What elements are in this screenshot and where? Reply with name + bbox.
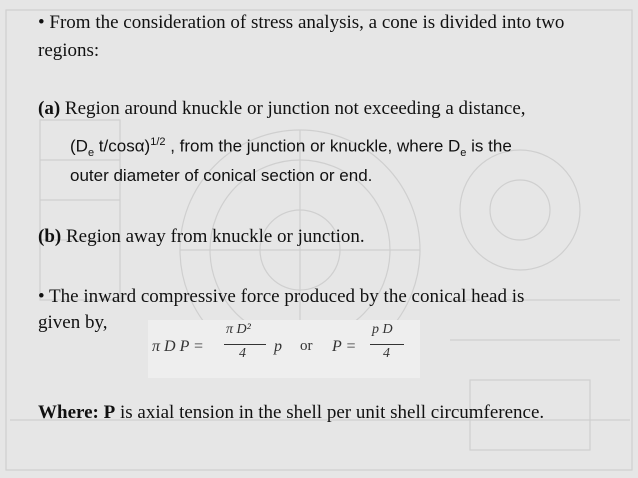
bullet-1-line-1: • From the consideration of stress analysis, a cone is divided into two <box>38 12 565 33</box>
item-a-subscript: e <box>87 147 95 160</box>
where-text: is axial tension in the shell per unit shell circumference. <box>115 402 545 423</box>
bullet-2-line-1: • The inward compressive force produced by the conical head is <box>38 286 525 307</box>
item-b-text: Region away from knuckle or junction. <box>61 226 365 247</box>
item-a-formula-pre: (D <box>70 136 88 156</box>
formula-lhs-2: P = <box>332 338 357 355</box>
formula-numerator-1: π D² <box>226 322 251 337</box>
formula-denominator-1: 4 <box>239 346 246 361</box>
formula-image <box>148 320 420 378</box>
item-a-text: Region around knuckle or junction not exceeding a distance, <box>60 98 526 119</box>
item-a-line-2 <box>70 136 512 159</box>
formula-numerator-2: p D <box>372 322 393 337</box>
formula-p: p <box>274 338 282 355</box>
formula-or: or <box>300 338 313 354</box>
where-label: Where: <box>38 402 99 423</box>
item-a-line-1 <box>38 98 526 120</box>
item-a-subscript-2: e <box>460 147 467 160</box>
where-line <box>38 402 544 424</box>
item-a-superscript: 1/2 <box>150 136 166 148</box>
bullet-1-line-2: regions: <box>38 40 100 61</box>
item-b-label: (b) <box>38 226 62 247</box>
where-variable: P <box>98 402 116 423</box>
item-a-formula-post: , from the junction or knuckle, where D <box>165 136 461 156</box>
item-a-label: (a) <box>38 98 61 119</box>
bullet-2-line-2: given by, <box>38 312 108 333</box>
item-a-line-3: outer diameter of conical section or end. <box>70 166 373 185</box>
item-b-line <box>38 226 365 248</box>
item-a-formula-mid: t/cosα) <box>94 136 151 156</box>
formula-lhs: π D P = <box>152 338 204 355</box>
item-a-formula-end: is the <box>466 136 512 156</box>
formula-denominator-2: 4 <box>383 346 390 361</box>
